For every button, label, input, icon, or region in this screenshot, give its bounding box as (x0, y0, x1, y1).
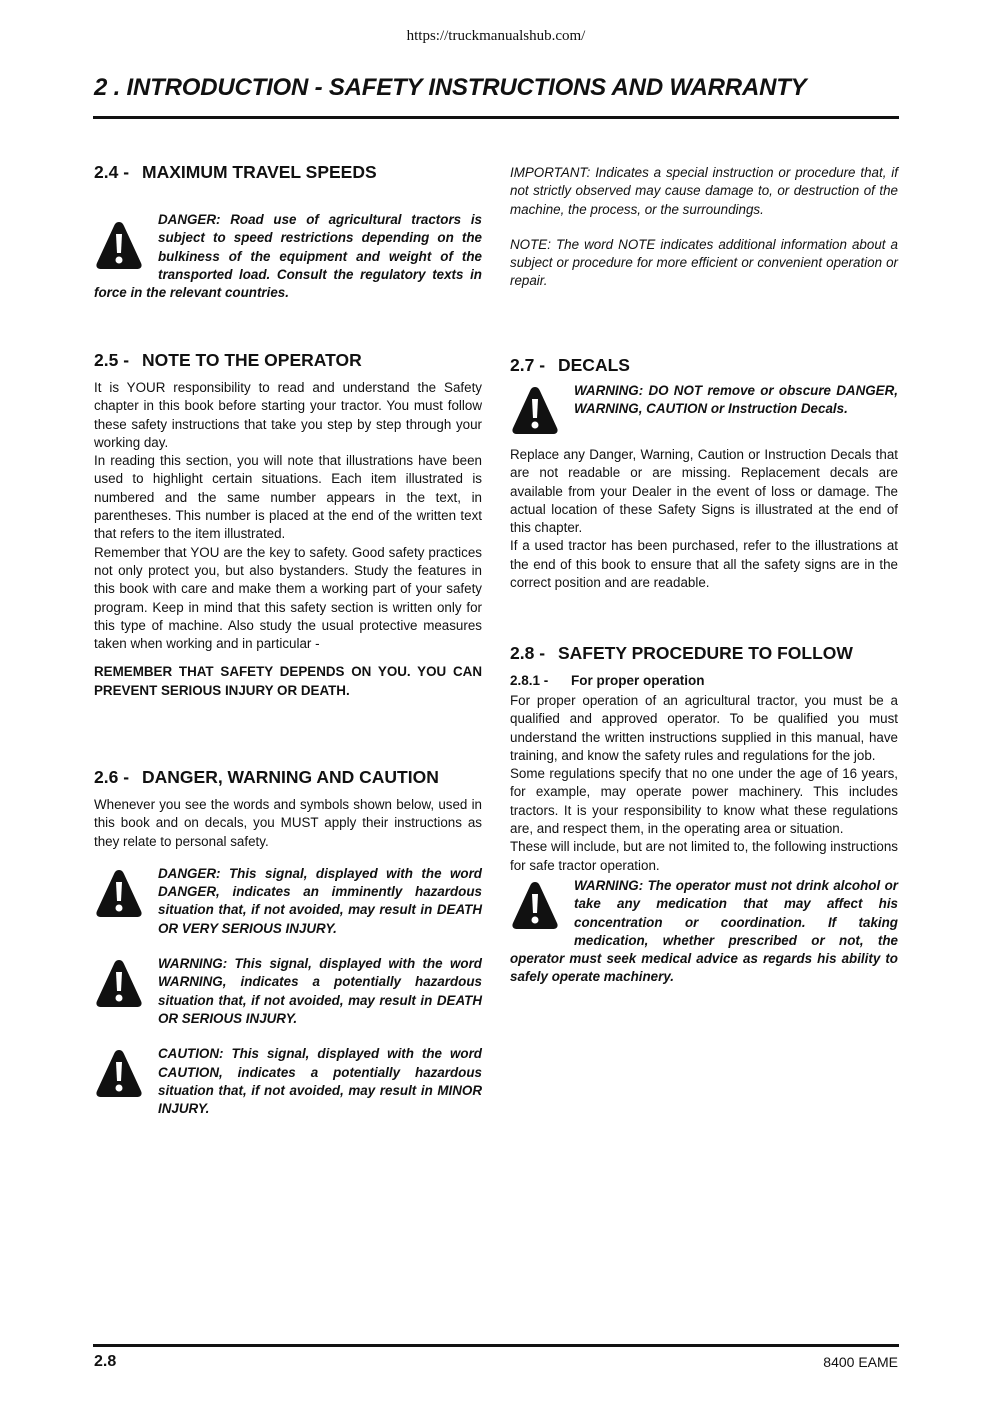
safety-reminder: REMEMBER THAT SAFETY DEPENDS ON YOU. YOU CAN PREVENT SERIOUS INJURY OR DEATH. (94, 664, 482, 698)
warning-triangle-icon (94, 219, 146, 273)
section-number: 2.4 - (94, 162, 130, 182)
paragraph: Remember that YOU are the key to safety. Good safety practices not only protect you, but also bystanders. Study the features in this book with care and make them a working part of your safety program. Keep in mind that this safety section is written only for this type of machine. Also study the usual protective measures taken when working and in particular - (94, 544, 482, 652)
important-note-block (510, 164, 898, 291)
paragraph: It is YOUR responsibility to read and understand the Safety chapter in this book before starting your tractor. You must follow these safety instructions that take you step by step through your working day. (94, 380, 482, 450)
section-title: DECALS (558, 355, 630, 375)
decals-warning-notice (510, 382, 898, 419)
section-number: 2.7 - (510, 355, 546, 375)
section-title: DANGER, WARNING AND CAUTION (142, 767, 439, 787)
subsection-title: For proper operation (571, 673, 705, 688)
section-number: 2.8 - (510, 643, 546, 663)
paragraph: Replace any Danger, Warning, Caution or Instruction Decals that are not readable or are missing. Replacement decals are available from your Dealer in the event of loss or damage. The actual location of these Safety Signs is illustrated at the end of this chapter. (510, 447, 898, 536)
note-paragraph: NOTE: The word NOTE indicates additional information about a subject or procedure for more efficient or convenient operation or repair. (510, 236, 898, 289)
section-heading (94, 162, 482, 183)
notice-text: WARNING: This signal, displayed with the word WARNING, indicates a potentially hazardous situation that, if not avoided, may result in DEATH OR SERIOUS INJURY. (158, 956, 482, 1026)
section-number: 2.5 - (94, 350, 130, 370)
danger-signal-notice (94, 865, 482, 938)
title-rule (93, 116, 899, 119)
section-2-5 (94, 350, 482, 700)
page-title: 2 . INTRODUCTION - SAFETY INSTRUCTIONS AND WARRANTY (94, 74, 807, 101)
warning-triangle-icon (510, 384, 562, 438)
section-number: 2.6 - (94, 767, 130, 787)
section-heading (94, 350, 482, 371)
section-2-6 (94, 767, 482, 1118)
important-paragraph: IMPORTANT: Indicates a special instruction or procedure that, if not strictly observed may cause damage to, or destruction of the machine, the process, or the surroundings. (510, 165, 898, 217)
warning-triangle-icon (94, 957, 146, 1011)
section-heading (94, 767, 482, 788)
warning-triangle-icon (94, 867, 146, 921)
alcohol-warning-notice (510, 877, 898, 987)
section-heading (510, 355, 898, 376)
notice-text: DANGER: This signal, displayed with the word DANGER, indicates an imminently hazardous situation that, if not avoided, may result in DEATH OR VERY SERIOUS INJURY. (158, 865, 482, 936)
section-heading (510, 643, 898, 664)
paragraph: If a used tractor has been purchased, refer to the illustrations at the end of this book to ensure that all the safety signs are in the correct position and are readable. (510, 538, 898, 591)
paragraph: In reading this section, you will note that illustrations have been used to highlight certain situations. Each item illustrated is numbered and the same number appears in the text, in parentheses. This number is placed at the end of the written text that refers to the item illustrated. (94, 453, 482, 542)
caution-signal-notice (94, 1045, 482, 1118)
notice-text: WARNING: DO NOT remove or obscure DANGER, WARNING, CAUTION or Instruction Decals. (574, 383, 898, 417)
paragraph: For proper operation of an agricultural tractor, you must be a qualified and approved operator. To be qualified you must understand the written instructions supplied in this manual, have training, and know the safety rules and regulations for the job. (510, 693, 898, 763)
document-code: 8400 EAME (823, 1354, 898, 1370)
warning-triangle-icon (94, 1047, 146, 1101)
subsection-number: 2.8.1 - (510, 673, 549, 688)
section-title: SAFETY PROCEDURE TO FOLLOW (558, 643, 853, 663)
notice-text: CAUTION: This signal, displayed with the word CAUTION, indicates a potentially hazardous situation that, if not avoided, may result in MINOR INJURY. (158, 1046, 482, 1117)
section-2-4 (94, 162, 482, 302)
notice-text: WARNING: The operator must not drink alcohol or take any medication that may affect his concentration or coordination. If taking medication, whether prescribed or not, the operator must seek medical advice as regards his ability to safely operate machinery. (510, 877, 898, 985)
page-number: 2.8 (94, 1353, 117, 1370)
section-title: NOTE TO THE OPERATOR (142, 350, 362, 370)
notice-text: DANGER: Road use of agricultural tractors is subject to speed restrictions depending on the bulkiness of the equipment and weight of the transported load. Consult the regulatory texts in force in the relevant countries. (94, 212, 482, 301)
warning-signal-notice (94, 955, 482, 1028)
footer-rule (93, 1344, 899, 1347)
section-2-7 (510, 355, 898, 592)
section-title: MAXIMUM TRAVEL SPEEDS (142, 162, 377, 182)
paragraph: Some regulations specify that no one under the age of 16 years, for example, may operate power machinery. This includes tractors. It is your responsibility to know what these regulations are, and respect them, in the operating area or situation. (510, 766, 898, 837)
subsection-heading (510, 673, 898, 688)
paragraph: These will include, but are not limited to, the following instructions for safe tractor operation. (510, 839, 898, 873)
danger-notice (94, 211, 482, 302)
section-2-8 (510, 643, 898, 987)
source-url[interactable]: https://truckmanualshub.com/ (406, 28, 586, 44)
paragraph: Whenever you see the words and symbols shown below, used in this book and on decals, you MUST apply their instructions as they relate to personal safety. (94, 797, 482, 849)
warning-triangle-icon (510, 879, 562, 933)
